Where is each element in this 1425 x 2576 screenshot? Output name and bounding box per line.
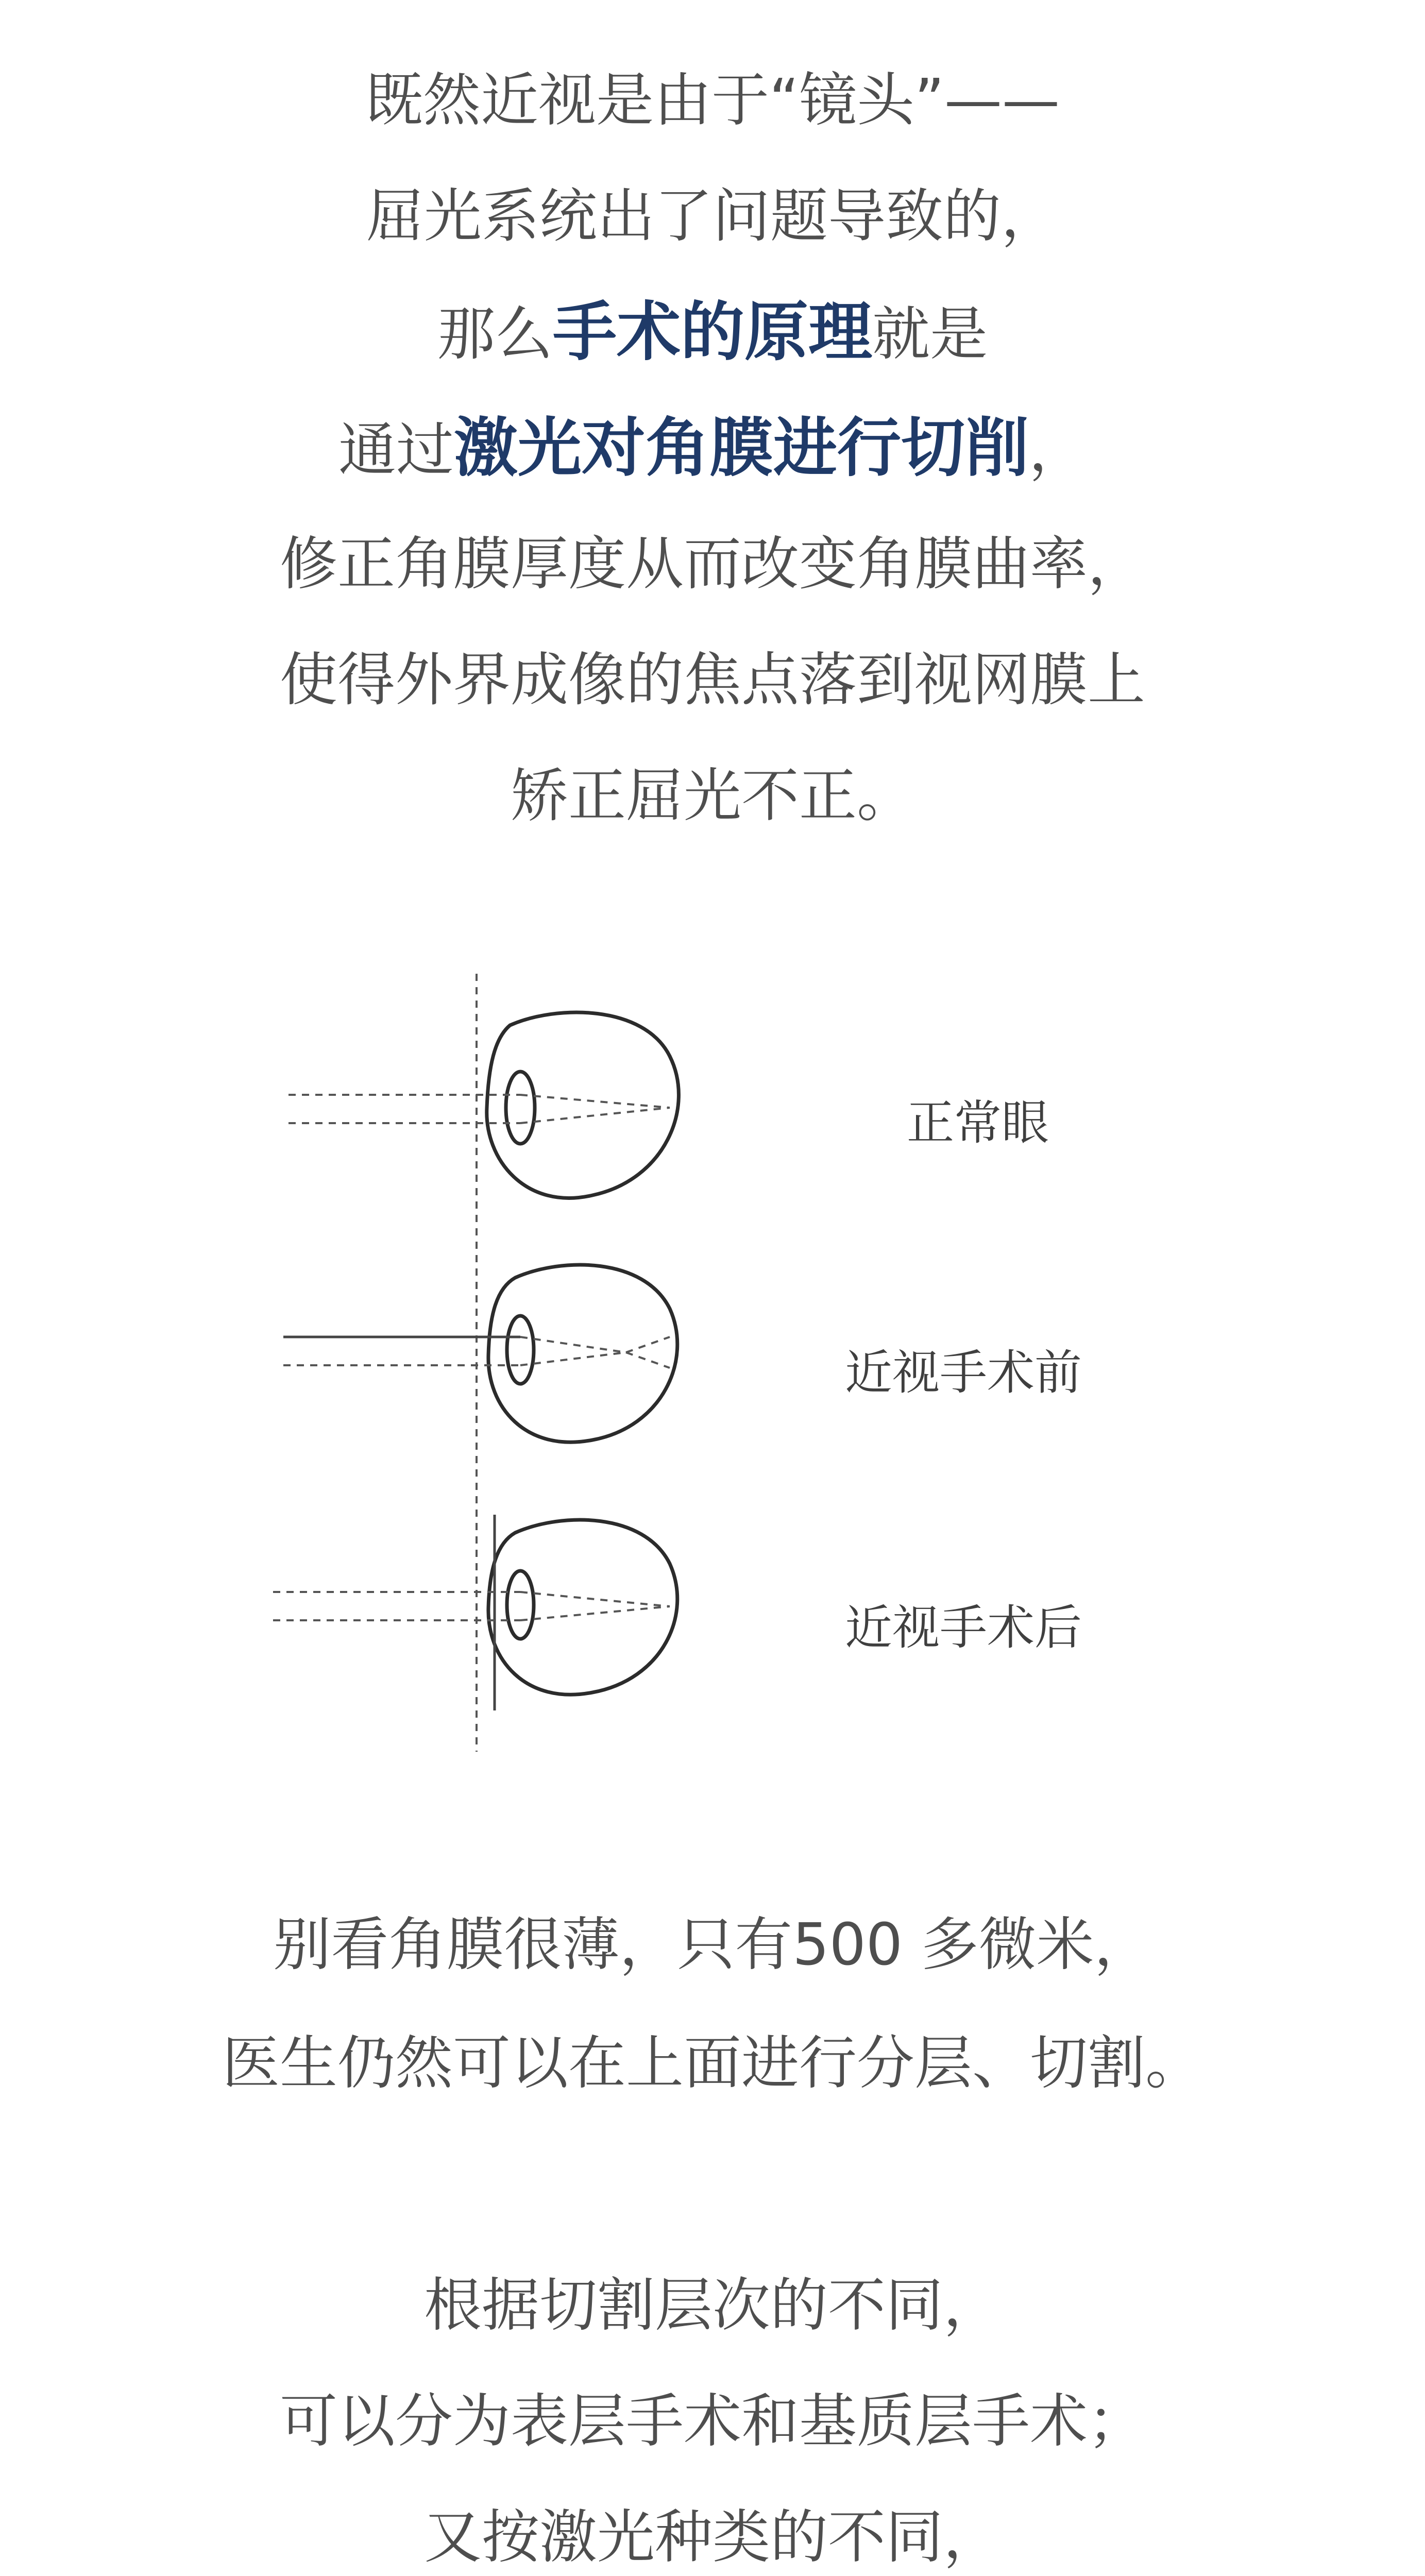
eye-refraction-diagram [0,953,1425,1777]
para3-line-2: 可以分为表层手术和基质层手术； [280,2388,1145,2455]
intro-line-3-post: 就是 [872,301,988,368]
eye-before-drawing [283,1265,677,1442]
intro-line-4-post: ， [1029,417,1087,484]
intro-line-2: 屈光系统出了问题导致的， [366,183,1059,250]
label-before-surgery: 近视手术前 [845,1345,1082,1400]
intro-line-4-pre: 通过 [338,417,454,484]
para2-line-2: 医生仍然可以在上面进行分层、切割。 [222,2030,1203,2097]
intro-highlight-laser: 激光对角膜进行切削 [453,411,1029,485]
intro-line-6: 使得外界成像的焦点落到视网膜上 [280,647,1145,714]
intro-line-7: 矫正屈光不正。 [511,762,914,829]
intro-line-5: 修正角膜厚度从而改变角膜曲率， [280,531,1145,598]
eye-normal-drawing [289,1012,678,1198]
para3-line-3: 又按激光种类的不同， [424,2504,1001,2571]
intro-highlight-principle: 手术的原理 [552,295,872,369]
intro-line-4 [0,410,1425,489]
para3-line-1: 根据切割层次的不同， [424,2272,1001,2339]
intro-line-1: 既然近视是由于“镜头”—— [365,67,1060,134]
intro-line-3-pre: 那么 [437,301,553,368]
intro-line-3 [0,294,1425,373]
para2-line-1: 别看角膜很薄，只有500 多微米， [273,1911,1152,1978]
label-after-surgery: 近视手术后 [845,1600,1082,1655]
label-normal-eye: 正常眼 [907,1095,1049,1150]
eye-after-drawing [273,1515,677,1710]
